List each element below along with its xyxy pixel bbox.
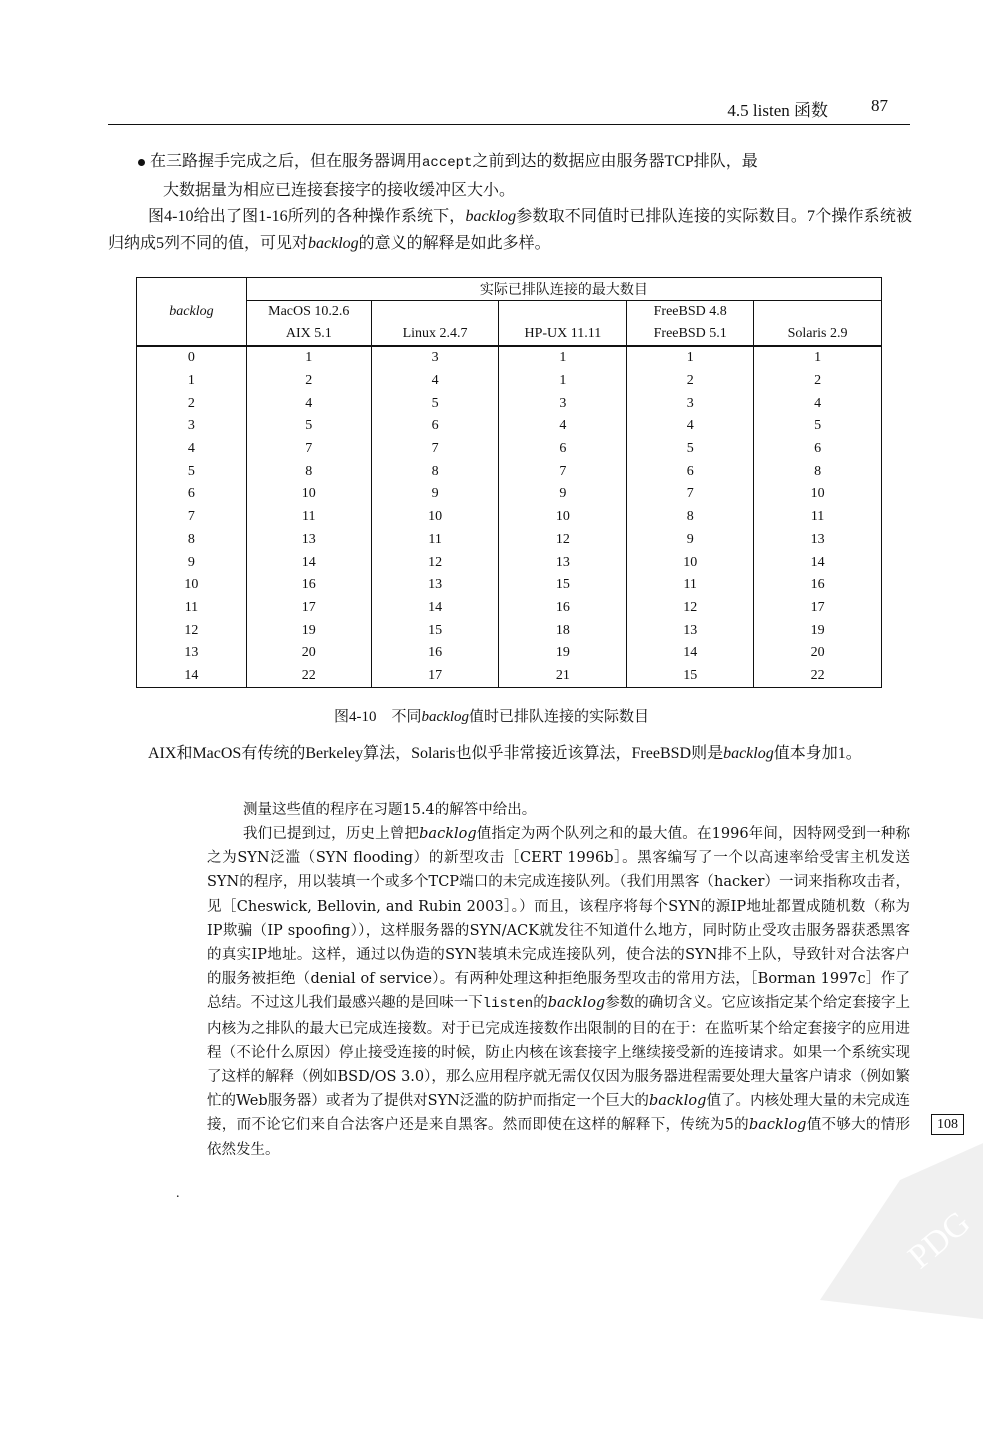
watermark-text: PDG [901,1204,978,1277]
queue-count-cell: 3 [499,392,627,415]
text: 图4-10给出了图1-16所列的各种操作系统下， [148,208,466,225]
term-backlog: backlog [723,745,774,762]
table-row [137,665,882,688]
queue-count-cell: 17 [754,597,882,620]
backlog-value: 7 [187,509,195,525]
text: 值本身加1。 [773,745,862,762]
queue-count-cell: 5 [627,438,754,461]
column-header: AIX 5.1 [246,323,371,346]
column-header: HP-UX 11.11 [499,323,627,346]
queue-count-cell: 16 [246,574,371,597]
table-row [137,506,882,529]
group-header: 实际已排队连接的最大数目 [246,278,881,301]
backlog-value: 9 [187,554,195,570]
code-listen: listen [482,996,534,1013]
queue-count-cell: 1 [499,370,627,393]
queue-count-cell: 6 [754,438,882,461]
queue-count-cell: 8 [246,460,371,483]
queue-count-cell: 11 [371,529,499,552]
figure-caption [0,705,983,726]
text: 参数取不同值时已排队连接的实际数目。7个操作系统被归纳成5列不同的值，可见对 [108,208,912,252]
column-header-line1: MacOS 10.2.6 [246,301,371,324]
queue-count-cell: 16 [371,642,499,665]
queue-count-cell: 13 [371,574,499,597]
queue-count-cell: 2 [627,370,754,393]
paragraph-intro [108,203,912,257]
queue-count-cell: 5 [754,415,882,438]
queue-count-cell: 8 [371,460,499,483]
section-title: 4.5 listen 函数 [727,101,828,120]
queue-count-cell: 14 [371,597,499,620]
term-backlog: backlog [547,995,606,1012]
backlog-value: 4 [187,441,195,457]
table-row [137,574,882,597]
text: 值不够大的情形依然发生。 [207,1117,911,1158]
note-measurement: 测量这些值的程序在习题15.4的解答中给出。 [243,802,537,818]
queue-count-cell: 11 [754,506,882,529]
backlog-value: 2 [187,395,195,411]
queue-count-cell: 18 [499,619,627,642]
queue-count-cell: 4 [246,392,371,415]
page-number: 87 [871,96,888,115]
queue-count-cell: 10 [754,483,882,506]
bullet-text: 大数据量为相应已连接套接字的接收缓冲区大小。 [163,182,516,199]
term-backlog: backlog [308,235,359,252]
text: 的意义的解释是如此多样。 [358,235,551,252]
queue-count-cell: 12 [627,597,754,620]
queue-count-cell: 9 [499,483,627,506]
term-backlog: backlog [465,208,517,225]
column-header-line1 [371,301,499,324]
term-backlog: backlog [748,1117,807,1134]
table-row [137,460,882,483]
backlog-value: 6 [187,486,195,502]
queue-count-cell: 5 [246,415,371,438]
queue-count-cell: 1 [754,346,882,370]
backlog-table [136,277,882,688]
backlog-value: 1 [187,373,195,389]
queue-count-cell: 6 [627,460,754,483]
queue-count-cell: 12 [499,529,627,552]
column-header-line1 [754,301,882,324]
queue-count-cell: 13 [754,529,882,552]
bullet-icon [138,159,145,166]
queue-count-cell: 17 [371,665,499,688]
backlog-value: 10 [184,577,199,593]
backlog-value: 12 [184,622,199,638]
queue-count-cell: 4 [627,415,754,438]
queue-count-cell: 5 [371,392,499,415]
queue-count-cell: 10 [371,506,499,529]
queue-count-cell: 8 [754,460,882,483]
original-page-ref: 108 [931,1114,964,1135]
backlog-value: 14 [184,667,199,683]
queue-count-cell: 17 [246,597,371,620]
queue-count-cell: 2 [246,370,371,393]
queue-count-cell: 10 [499,506,627,529]
term-backlog: backlog [419,826,477,842]
column-header-line1 [499,301,627,324]
term-backlog: backlog [421,709,469,725]
backlog-value: 13 [184,645,199,661]
table-row [137,551,882,574]
bullet-text: 之前到达的数据应由服务器TCP排队，最 [472,153,758,170]
table-row [137,438,882,461]
code-accept: accept [422,155,473,171]
bullet-text: 在三路握手完成之后，但在服务器调用 [150,153,423,170]
queue-count-cell: 6 [499,438,627,461]
table-row [137,642,882,665]
backlog-value: 5 [187,463,195,479]
queue-count-cell: 16 [499,597,627,620]
queue-count-cell: 1 [499,346,627,370]
queue-count-cell: 15 [499,574,627,597]
text: 值时已排队连接的实际数目 [468,709,649,725]
queue-count-cell: 1 [246,346,371,370]
column-header: Linux 2.4.7 [371,323,499,346]
queue-count-cell: 21 [499,665,627,688]
table-row [137,619,882,642]
table-row [137,392,882,415]
queue-count-cell: 20 [754,642,882,665]
queue-count-cell: 7 [627,483,754,506]
queue-count-cell: 7 [499,460,627,483]
queue-count-cell: 4 [754,392,882,415]
text: 参数的确切含义。它应该指定某个给定套接字上内核为之排队的最大已完成连接数。对于已完成连接数作出限制的目的在于：在监听某个给定套接字的应用进程（不论什么原因）停止接受连接的时候，防止内核在该套接字上继续接受新的连接请求。如果一个系统实现了这样的解释（例如BSD/OS 3.0），那么应用程序就无需仅仅因为服务器进程需要处理大量客户请求（例如繁忙的Web服务器）或者为了提供对SYN泛滥的防护而指定一个巨大的 [207,995,911,1110]
queue-count-cell: 15 [627,665,754,688]
queue-count-cell: 14 [246,551,371,574]
term-backlog: backlog [648,1093,707,1110]
queue-count-cell: 1 [627,346,754,370]
queue-count-cell: 12 [371,551,499,574]
queue-count-cell: 20 [246,642,371,665]
queue-count-cell: 16 [754,574,882,597]
queue-count-cell: 9 [371,483,499,506]
queue-count-cell: 22 [246,665,371,688]
table-row [137,346,882,370]
row-header-backlog: backlog [137,278,247,347]
paragraph-algorithms [108,740,912,767]
column-header: FreeBSD 5.1 [627,323,754,346]
queue-count-cell: 6 [371,415,499,438]
table-body [137,346,882,688]
queue-count-cell: 13 [627,619,754,642]
backlog-value: 8 [187,531,195,547]
table-row [137,529,882,552]
queue-count-cell: 10 [246,483,371,506]
stray-mark: . [176,1186,180,1201]
backlog-value: 11 [184,599,199,615]
queue-count-cell: 4 [371,370,499,393]
queue-count-cell: 8 [627,506,754,529]
queue-count-cell: 9 [627,529,754,552]
note-syn-flooding [207,822,910,1162]
queue-count-cell: 3 [371,346,499,370]
table-row [137,415,882,438]
text: 我们已提到过，历史上曾把 [243,826,420,842]
queue-count-cell: 4 [499,415,627,438]
queue-count-cell: 7 [246,438,371,461]
table-row [137,483,882,506]
table-row [137,370,882,393]
text: 的 [533,995,548,1012]
queue-count-cell: 10 [627,551,754,574]
queue-count-cell: 13 [246,529,371,552]
table-row [137,597,882,620]
queue-count-cell: 19 [499,642,627,665]
running-head [108,94,910,125]
queue-count-cell: 15 [371,619,499,642]
queue-count-cell: 19 [754,619,882,642]
queue-count-cell: 11 [246,506,371,529]
text: 值了。内核处理大量的未完成连接，而不论它们来自合法客户还是来自黑客。然而即使在这样的解释下，传统为5的 [207,1093,910,1134]
bullet-item [150,148,910,204]
backlog-value: 3 [187,418,195,434]
queue-count-cell: 14 [627,642,754,665]
queue-count-cell: 11 [627,574,754,597]
text: 值指定为两个队列之和的最大值。在1996年间，因特网受到一种称之为SYN泛滥（SYN flooding）的新型攻击［CERT 1996b］。黑客编写了一个以高速率给受害主机发送SYN的程序，用以装填一个或多个TCP端口的未完成连接队列。（我们用黑客（hacker）一词来指称攻击者，见［Cheswick, Bellovin, and Rubin 2003］。）而且，该程序将每个SYN的源IP地址都置成随机数（称为IP欺骗（IP spoofing）），这样服务器的SYN/ACK就发往不知道什么地方，同时防止受攻击服务器获悉黑客的真实IP地址。这样，通过以伪造的SYN装填未完成连接队列，使合法的SYN排不上队，导致针对合法客户的服务被拒绝（denial of service）。有两种处理这种拒绝服务型攻击的常用方法，［Borman 1997c］作了总结。不过这儿我们最感兴趣的是回味一下 [207,826,911,1012]
text: 图4-10 不同 [334,709,422,725]
queue-count-cell: 2 [754,370,882,393]
column-header: Solaris 2.9 [754,323,882,346]
queue-count-cell: 7 [371,438,499,461]
watermark-logo-icon [780,1120,983,1320]
text: AIX和MacOS有传统的Berkeley算法，Solaris也似乎非常接近该算法，FreeBSD则是 [148,745,724,762]
queue-count-cell: 3 [627,392,754,415]
queue-count-cell: 13 [499,551,627,574]
backlog-value: 0 [187,350,195,366]
queue-count-cell: 22 [754,665,882,688]
queue-count-cell: 19 [246,619,371,642]
column-header-line1: FreeBSD 4.8 [627,301,754,324]
queue-count-cell: 14 [754,551,882,574]
